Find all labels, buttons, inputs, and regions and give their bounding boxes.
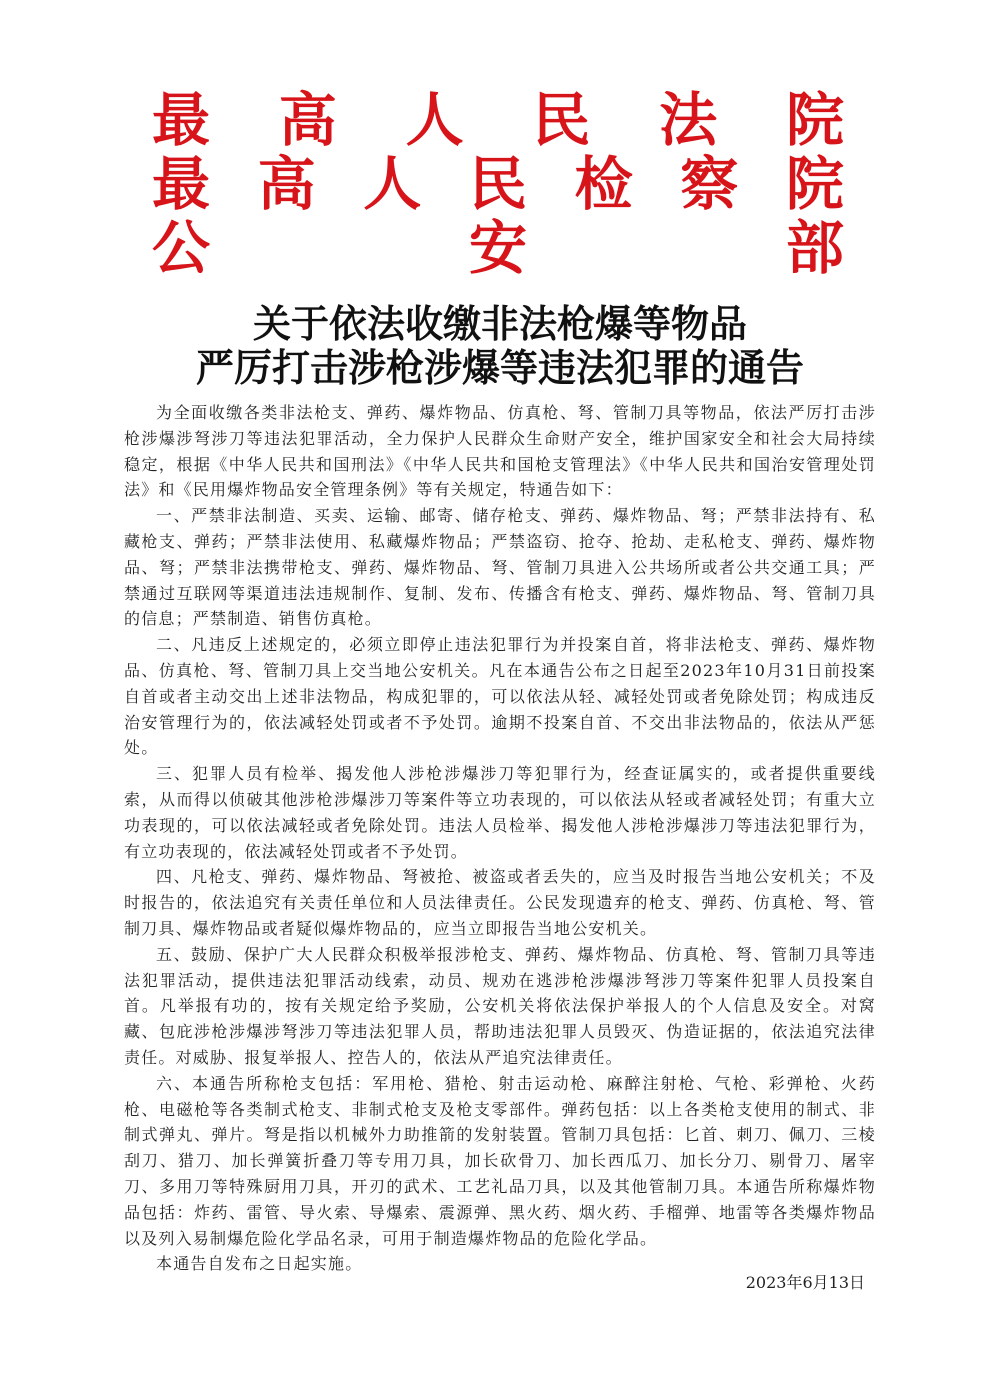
issuing-authorities-masthead	[148, 88, 848, 280]
masthead-line-supreme-procuratorate	[148, 152, 848, 216]
masthead-char: 人	[405, 86, 464, 154]
notice-title	[0, 302, 1000, 390]
masthead-char: 最	[151, 86, 210, 154]
paragraph-article-1: 一、严禁非法制造、买卖、运输、邮寄、储存枪支、弹药、爆炸物品、弩；严禁非法持有、私藏枪支、弹药；严禁非法使用、私藏爆炸物品；严禁盗窃、抢夺、抢劫、走私枪支、弹药、爆炸物品、弩；严禁非法携带枪支、弹药、爆炸物品、弩、管制刀具进入公共场所或者公共交通工具；严禁通过互联网等渠道违法违规制作、复制、发布、传播含有枪支、弹药、爆炸物品、弩、管制刀具的信息；严禁制造、销售仿真枪。	[124, 506, 876, 629]
paragraph-article-5: 五、鼓励、保护广大人民群众积极举报涉枪支、弹药、爆炸物品、仿真枪、弩、管制刀具等违法犯罪活动，提供违法犯罪活动线索，动员、规劝在逃涉枪涉爆涉弩涉刀等案件犯罪人员投案自首。凡举报有功的，按有关规定给予奖励，公安机关将依法保护举报人的个人信息及安全。对窝藏、包庇涉枪涉爆涉弩涉刀等违法犯罪人员，帮助违法犯罪人员毁灭、伪造证据的，依法追究法律责任。对威胁、报复举报人、控告人的，依法从严追究法律责任。	[124, 944, 876, 1067]
masthead-line-public-security	[148, 216, 848, 280]
masthead-char: 察	[680, 150, 739, 218]
masthead-char: 法	[659, 86, 718, 154]
title-line-1: 关于依法收缴非法枪爆等物品	[252, 302, 747, 346]
masthead-char: 民	[468, 150, 527, 218]
masthead-char: 民	[532, 86, 591, 154]
paragraph-article-2: 二、凡违反上述规定的，必须立即停止违法犯罪行为并投案自首，将非法枪支、弹药、爆炸物品、仿真枪、弩、管制刀具上交当地公安机关。凡在本通告公布之日起至2023年10月31日前投案自首或者主动交出上述非法物品，构成犯罪的，可以依法从轻、减轻处罚或者免除处罚；构成违反治安管理行为的，依法减轻处罚或者不予处罚。逾期不投案自首、不交出非法物品的，依法从严惩处。	[124, 635, 876, 758]
masthead-char: 人	[363, 150, 422, 218]
title-line-2: 严厉打击涉枪涉爆等违法犯罪的通告	[195, 346, 804, 390]
masthead-char: 公	[151, 214, 210, 282]
notice-body	[124, 400, 876, 1277]
paragraph-preamble: 为全面收缴各类非法枪支、弹药、爆炸物品、仿真枪、弩、管制刀具等物品，依法严厉打击涉枪涉爆涉弩涉刀等违法犯罪活动，全力保护人民群众生命财产安全，维护国家安全和社会大局持续稳定，根据《中华人民共和国刑法》《中华人民共和国枪支管理法》《中华人民共和国治安管理处罚法》和《民用爆炸物品安全管理条例》等有关规定，特通告如下：	[124, 403, 876, 500]
issue-date: 2023年6月13日	[745, 1273, 865, 1292]
paragraph-article-3: 三、犯罪人员有检举、揭发他人涉枪涉爆涉刀等犯罪行为，经查证属实的，或者提供重要线索，从而得以侦破其他涉枪涉爆涉刀等案件等立功表现的，可以依法从轻或者减轻处罚；有重大立功表现的，可以依法减轻或者免除处罚。违法人员检举、揭发他人涉枪涉爆涉刀等违法犯罪行为，有立功表现的，依法减轻处罚或者不予处罚。	[124, 764, 876, 861]
paragraph-effective: 本通告自发布之日起实施。	[156, 1254, 363, 1274]
masthead-char: 院	[785, 86, 844, 154]
masthead-char: 高	[278, 86, 337, 154]
masthead-char: 安	[468, 214, 527, 282]
masthead-char: 部	[785, 214, 844, 282]
masthead-char: 院	[785, 150, 844, 218]
paragraph-article-4: 四、凡枪支、弹药、爆炸物品、弩被抢、被盗或者丢失的，应当及时报告当地公安机关；不及时报告的，依法追究有关责任单位和人员法律责任。公民发现遗弃的枪支、弹药、仿真枪、弩、管制刀具、爆炸物品或者疑似爆炸物品的，应当立即报告当地公安机关。	[124, 867, 876, 938]
masthead-line-supreme-court	[148, 88, 848, 152]
masthead-char: 最	[151, 150, 210, 218]
masthead-char: 检	[574, 150, 633, 218]
masthead-char: 高	[257, 150, 316, 218]
paragraph-article-6: 六、本通告所称枪支包括：军用枪、猎枪、射击运动枪、麻醉注射枪、气枪、彩弹枪、火药枪、电磁枪等各类制式枪支、非制式枪支及枪支零部件。弹药包括：以上各类枪支使用的制式、非制式弹丸、弹片。弩是指以机械外力助推箭的发射装置。管制刀具包括：匕首、刺刀、佩刀、三棱刮刀、猎刀、加长弹簧折叠刀等专用刀具，加长砍骨刀、加长西瓜刀、加长分刀、剔骨刀、屠宰刀、多用刀等特殊厨用刀具，开刃的武术、工艺礼品刀具，以及其他管制刀具。本通告所称爆炸物品包括：炸药、雷管、导火索、导爆索、震源弹、黑火药、烟火药、手榴弹、地雷等各类爆炸物品以及列入易制爆危险化学品名录，可用于制造爆炸物品的危险化学品。	[124, 1073, 876, 1248]
